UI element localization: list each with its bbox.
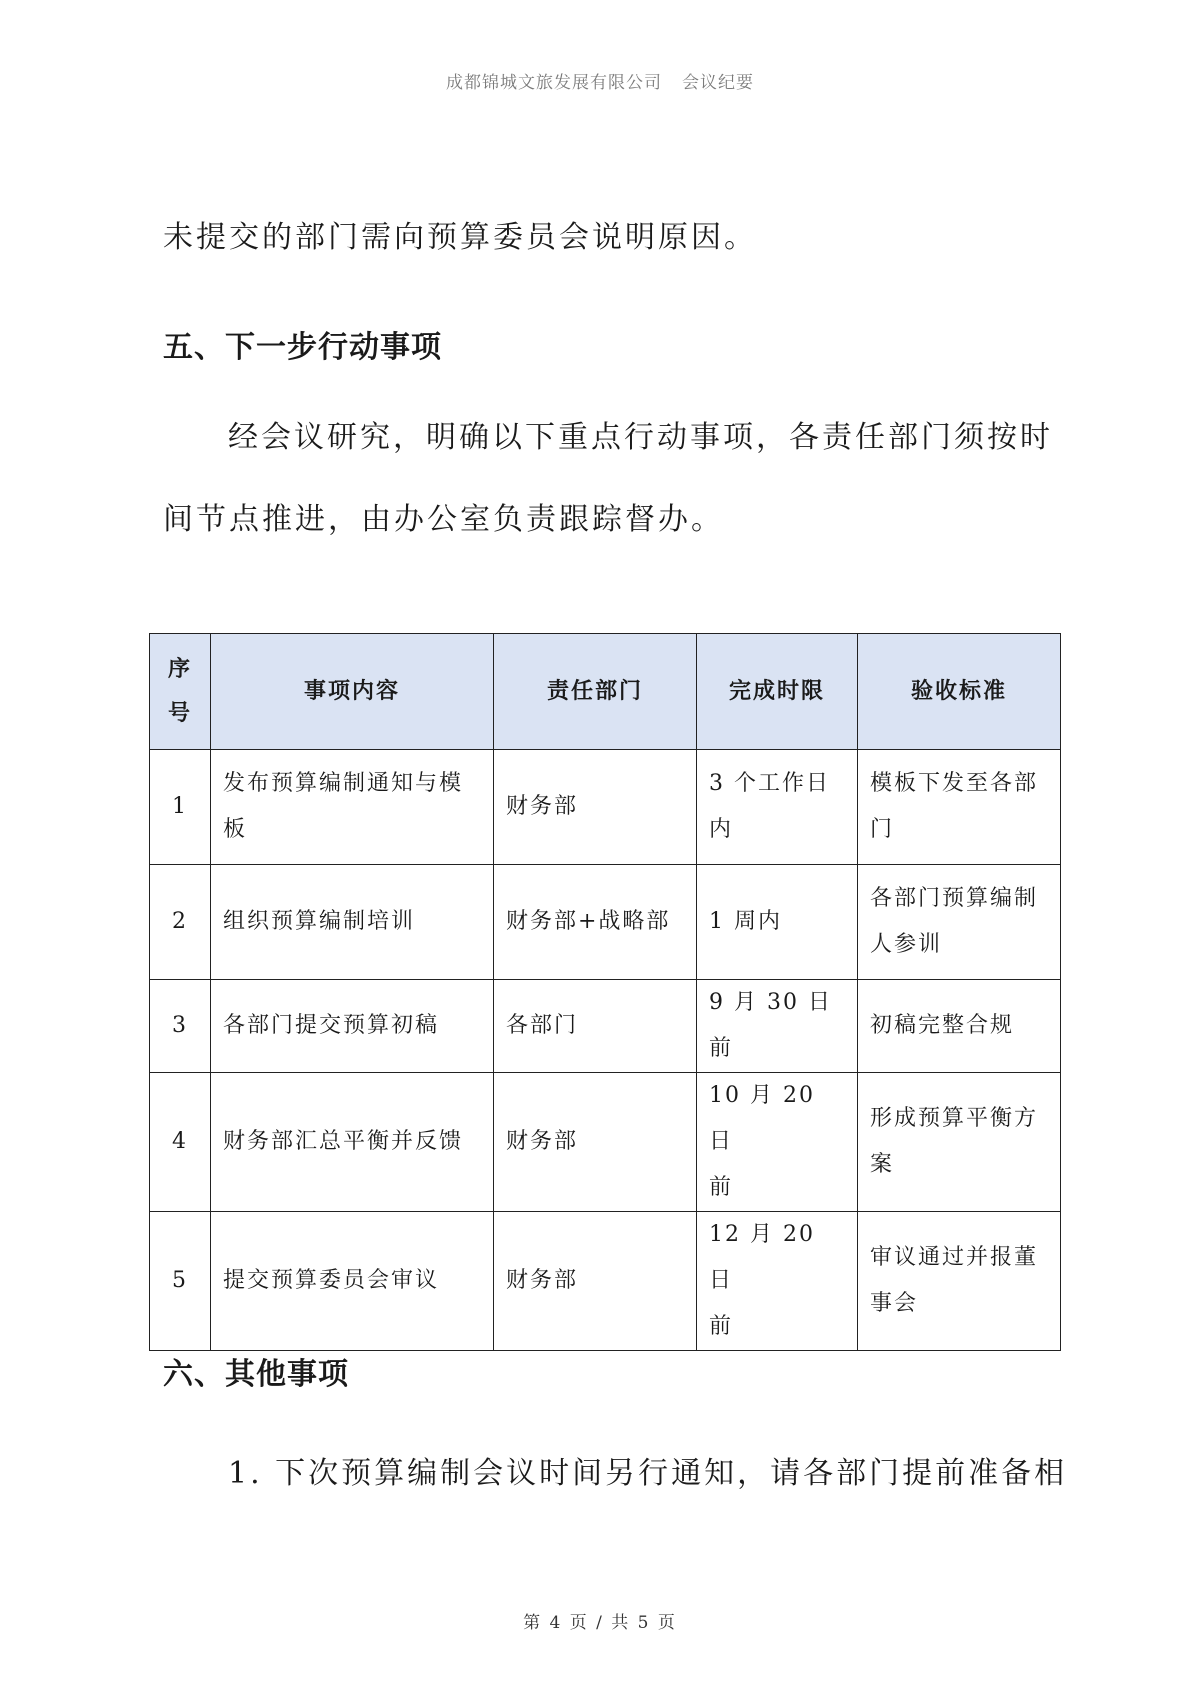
cell-dept: 财务部: [494, 750, 697, 865]
cell-deadline: 3 个工作日 内: [697, 750, 858, 865]
cell-criteria: 各部门预算编制 人参训: [858, 865, 1061, 980]
cell-no: 2: [150, 865, 211, 980]
table-header-row: [150, 634, 1061, 750]
cell-dept: 财务部: [494, 1212, 697, 1351]
cell-deadline: 9 月 30 日前: [697, 980, 858, 1073]
cell-criteria: 初稿完整合规: [858, 980, 1061, 1073]
cell-deadline: 1 周内: [697, 865, 858, 980]
header-no: [150, 634, 211, 750]
table-row: [150, 980, 1061, 1073]
header-company: 成都锦城文旅发展有限公司: [446, 73, 662, 93]
header-content: 事项内容: [211, 634, 494, 750]
cell-no: 4: [150, 1073, 211, 1212]
cell-dept: 各部门: [494, 980, 697, 1073]
cell-no: 3: [150, 980, 211, 1073]
cell-deadline: 12 月 20 日 前: [697, 1212, 858, 1351]
continuation-paragraph: 未提交的部门需向预算委员会说明原因。: [163, 220, 757, 255]
cell-dept: 财务部+战略部: [494, 865, 697, 980]
cell-criteria: 审议通过并报董 事会: [858, 1212, 1061, 1351]
section5-intro-line1: 经会议研究，明确以下重点行动事项，各责任部门须按时: [228, 420, 1053, 455]
table-row: [150, 865, 1061, 980]
action-items-table: [149, 633, 1061, 1351]
cell-content: 各部门提交预算初稿: [211, 980, 494, 1073]
section5-intro-line2: 间节点推进，由办公室负责跟踪督办。: [163, 502, 724, 537]
section6-heading: 六、其他事项: [163, 1357, 349, 1392]
cell-no: 5: [150, 1212, 211, 1351]
header-criteria: 验收标准: [858, 634, 1061, 750]
section5-heading: 五、下一步行动事项: [163, 330, 442, 365]
table-row: [150, 1073, 1061, 1212]
cell-deadline: 10 月 20 日 前: [697, 1073, 858, 1212]
cell-dept: 财务部: [494, 1073, 697, 1212]
cell-criteria: 形成预算平衡方 案: [858, 1073, 1061, 1212]
cell-content: 财务部汇总平衡并反馈: [211, 1073, 494, 1212]
header-deadline: 完成时限: [697, 634, 858, 750]
table-row: [150, 1212, 1061, 1351]
section6-item1: 1. 下次预算编制会议时间另行通知，请各部门提前准备相: [228, 1456, 1068, 1491]
cell-criteria: 模板下发至各部 门: [858, 750, 1061, 865]
cell-content: 组织预算编制培训: [211, 865, 494, 980]
page-header: [0, 68, 1200, 93]
header-no-line1: 序: [167, 656, 192, 682]
header-no-line2: 号: [167, 700, 192, 726]
cell-no: 1: [150, 750, 211, 865]
table-row: [150, 750, 1061, 865]
cell-content: 发布预算编制通知与模 板: [211, 750, 494, 865]
cell-content: 提交预算委员会审议: [211, 1212, 494, 1351]
header-dept: 责任部门: [494, 634, 697, 750]
header-doc-type: 会议纪要: [682, 73, 754, 93]
page-footer: 第 4 页 / 共 5 页: [523, 1613, 677, 1633]
